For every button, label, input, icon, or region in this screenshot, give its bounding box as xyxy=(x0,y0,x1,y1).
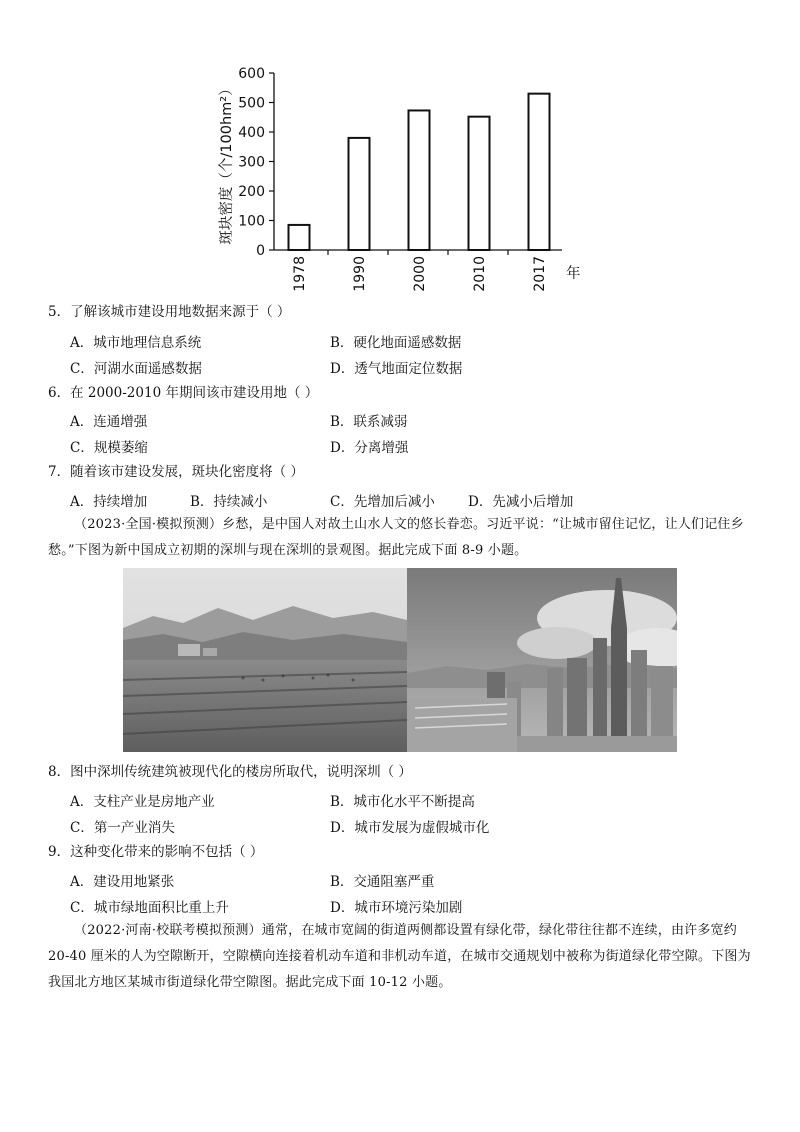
question-6-option-d: D．分离增强 xyxy=(330,440,409,456)
question-7-option-d: D．先减小后增加 xyxy=(468,494,574,510)
y-tick-label: 500 xyxy=(238,95,265,112)
question-6-option-a: A．连通增强 xyxy=(70,414,148,430)
old-shenzhen-photo xyxy=(123,568,407,752)
modern-shenzhen-photo xyxy=(407,568,677,752)
y-axis-label: 斑块密度（个/100hm²） xyxy=(219,81,235,245)
bar-1978 xyxy=(289,225,310,250)
bar-2017 xyxy=(529,94,550,250)
question-6-option-c: C．规模萎缩 xyxy=(70,440,148,456)
question-5-option-c: C．河湖水面遥感数据 xyxy=(70,361,202,377)
bar-1990 xyxy=(349,138,370,250)
question-7-option-a: A．持续增加 xyxy=(70,494,148,510)
question-8-option-c: C．第一产业消失 xyxy=(70,820,175,836)
question-9-option-b: B．交通阻塞严重 xyxy=(330,874,435,890)
bar-2010 xyxy=(469,117,490,250)
bar-2000 xyxy=(409,110,430,250)
y-tick-label: 100 xyxy=(238,213,265,230)
question-8-stem: 8．图中深圳传统建筑被现代化的楼房所取代，说明深圳（ ） xyxy=(48,764,412,780)
question-7-option-b: B．持续减小 xyxy=(190,494,268,510)
bar-chart xyxy=(200,55,600,300)
question-5-option-d: D．透气地面定位数据 xyxy=(330,361,463,377)
question-9-option-a: A．建设用地紧张 xyxy=(70,874,175,890)
x-tick-label: 1978 xyxy=(292,256,308,292)
question-8-option-b: B．城市化水平不断提高 xyxy=(330,794,475,810)
question-9-stem: 9．这种变化带来的影响不包括（ ） xyxy=(48,844,264,860)
x-tick-label: 1990 xyxy=(352,256,368,292)
question-5-option-b: B．硬化地面遥感数据 xyxy=(330,335,462,351)
question-5-option-a: A．城市地理信息系统 xyxy=(70,335,202,351)
question-7-option-c: C．先增加后减小 xyxy=(330,494,435,510)
x-axis-label: 年 xyxy=(566,266,581,282)
y-tick-label: 300 xyxy=(238,154,265,171)
y-tick-label: 600 xyxy=(238,66,265,82)
question-8-option-d: D．城市发展为虚假城市化 xyxy=(330,820,490,836)
question-6-stem: 6．在 2000-2010 年期间该市建设用地（ ） xyxy=(48,385,319,401)
x-tick-label: 2017 xyxy=(532,256,548,292)
y-tick-label: 0 xyxy=(256,243,265,259)
x-tick-label: 2010 xyxy=(472,256,488,292)
question-5-stem: 5．了解该城市建设用地数据来源于（ ） xyxy=(48,304,291,320)
x-tick-label: 2000 xyxy=(412,256,428,292)
question-9-option-c: C．城市绿地面积比重上升 xyxy=(70,900,229,916)
question-8-option-a: A．支柱产业是房地产业 xyxy=(70,794,215,810)
y-tick-label: 200 xyxy=(238,184,265,200)
question-7-stem: 7．随着该市建设发展，斑块化密度将（ ） xyxy=(48,464,304,480)
question-9-option-d: D．城市环境污染加剧 xyxy=(330,900,463,916)
passage-shenzhen: （2023·全国·模拟预测）乡愁，是中国人对故土山水人文的悠长眷恋。习近平说：“让城市留住记忆，让人们记住乡愁。”下图为新中国成立初期的深圳与现在深圳的景观图。据此完成下面 8-9 小题。 xyxy=(48,517,744,558)
passage-green-belt: （2022·河南·校联考模拟预测）通常，在城市宽阔的街道两侧都设置有绿化带，绿化带往往都不连续，由许多宽约 20-40 厘米的人为空隙断开，空隙横向连接着机动车道和非机动车道，在城市交通规划中被称为街道绿化带空隙。下图为我国北方地区某城市街道绿化带空隙图。据此完成下面 10-12 小题。 xyxy=(48,923,751,990)
y-tick-label: 400 xyxy=(238,125,265,141)
question-6-option-b: B．联系减弱 xyxy=(330,414,408,430)
